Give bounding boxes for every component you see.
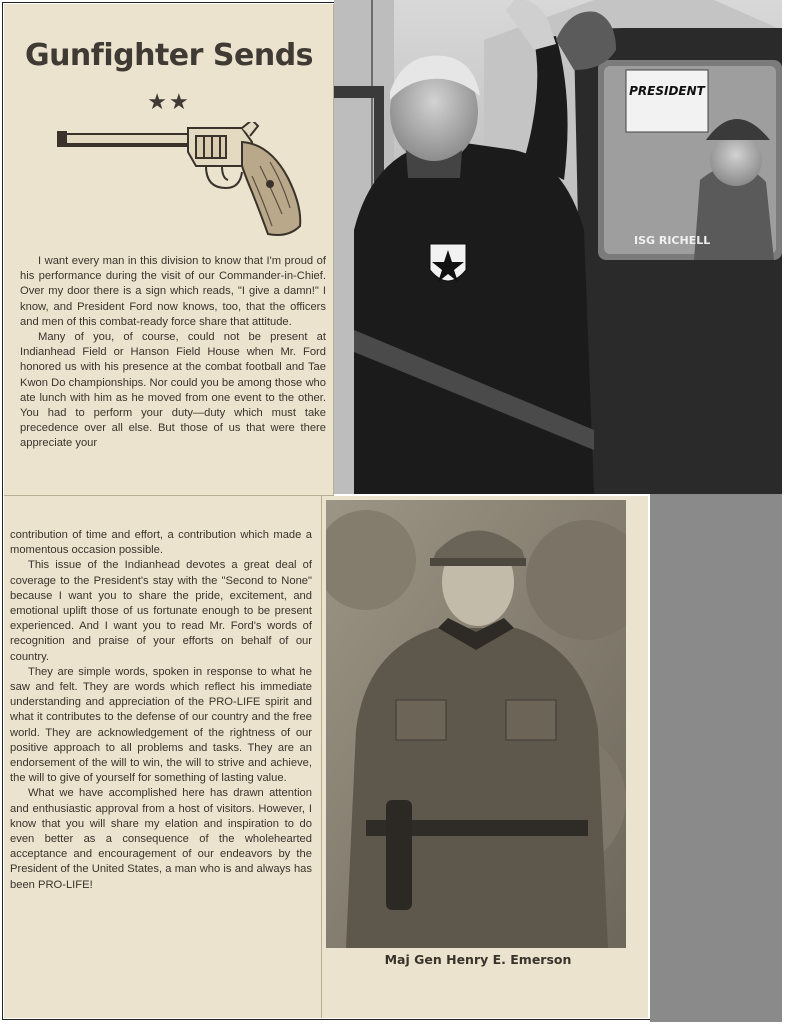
gray-background: [650, 494, 782, 1022]
article-paragraph: contribution of time and effort, a contribution which made a momentous occasion possible.: [10, 529, 312, 557]
windshield-sign-text: PRESIDENT: [629, 84, 705, 98]
article-paragraph: What we have accomplished here has drawn attention and enthusiastic approval from a host of visitors. However, I know that you will share my elation and inspiration to do even better as a consequence of the wholehearted acceptance and encouragement of our endeavors by the President of the United States, a man who is and always has been PRO-LIFE!: [10, 787, 312, 891]
article-paragraph: I want every man in this division to know that I'm proud of his performance during the visit of our Commander-in-Chief. Over my door there is a sign which reads, "I give a damn!" I know, and President Ford now knows, too, that the officers and men of this combat-ready force share that attitude.: [20, 255, 326, 328]
photo-president-ford: [334, 0, 782, 494]
article-paragraph: They are simple words, spoken in response to what he saw and felt. They are words which reflect his immediate understanding and appreciation of the PRO-LIFE spirit and what it contributes to the defense of our country and the free world. They are acknowledgement of the rightness of our positive approach to all problems and tasks. They are an endorsement of the will to win, the will to strive and achieve, the will to give of yourself for something of lasting value.: [10, 665, 312, 785]
article-paragraph: Many of you, of course, could not be present at Indianhead Field or Hanson Field House when Mr. Ford honored us with his presence at the combat football and Tae Kwon Do championships. Nor could you be among those who ate lunch with him as he moved from one event to the other. You had to perform your duty—duty which must take precedence over all else. But those of us that were there appreciate your: [20, 331, 326, 450]
rank-stars: ★★: [147, 90, 191, 115]
photo-caption: Maj Gen Henry E. Emerson: [384, 952, 572, 967]
article-column-top: [20, 254, 326, 500]
photo-ford-image: [334, 0, 782, 494]
photo-emerson-image: [326, 500, 626, 948]
article-paragraph: This issue of the Indianhead devotes a great deal of coverage to the President's stay with the "Second to None" because I want you to share the pride, excitement, and emotional uplift those of us fortunate enough to be present experienced. And I want you to read Mr. Ford's words of recognition and praise of your efforts on behalf of our country.: [10, 559, 312, 663]
clipping-bottom: [4, 496, 322, 1018]
photo-general-emerson: [326, 500, 626, 948]
revolver-icon: [56, 122, 308, 240]
article-column-bottom: [10, 528, 312, 1018]
clipping-top: [4, 4, 334, 496]
headline: Gunfighter Sends: [24, 38, 314, 73]
jeep-placard-text: ISG RICHELL: [634, 234, 711, 247]
